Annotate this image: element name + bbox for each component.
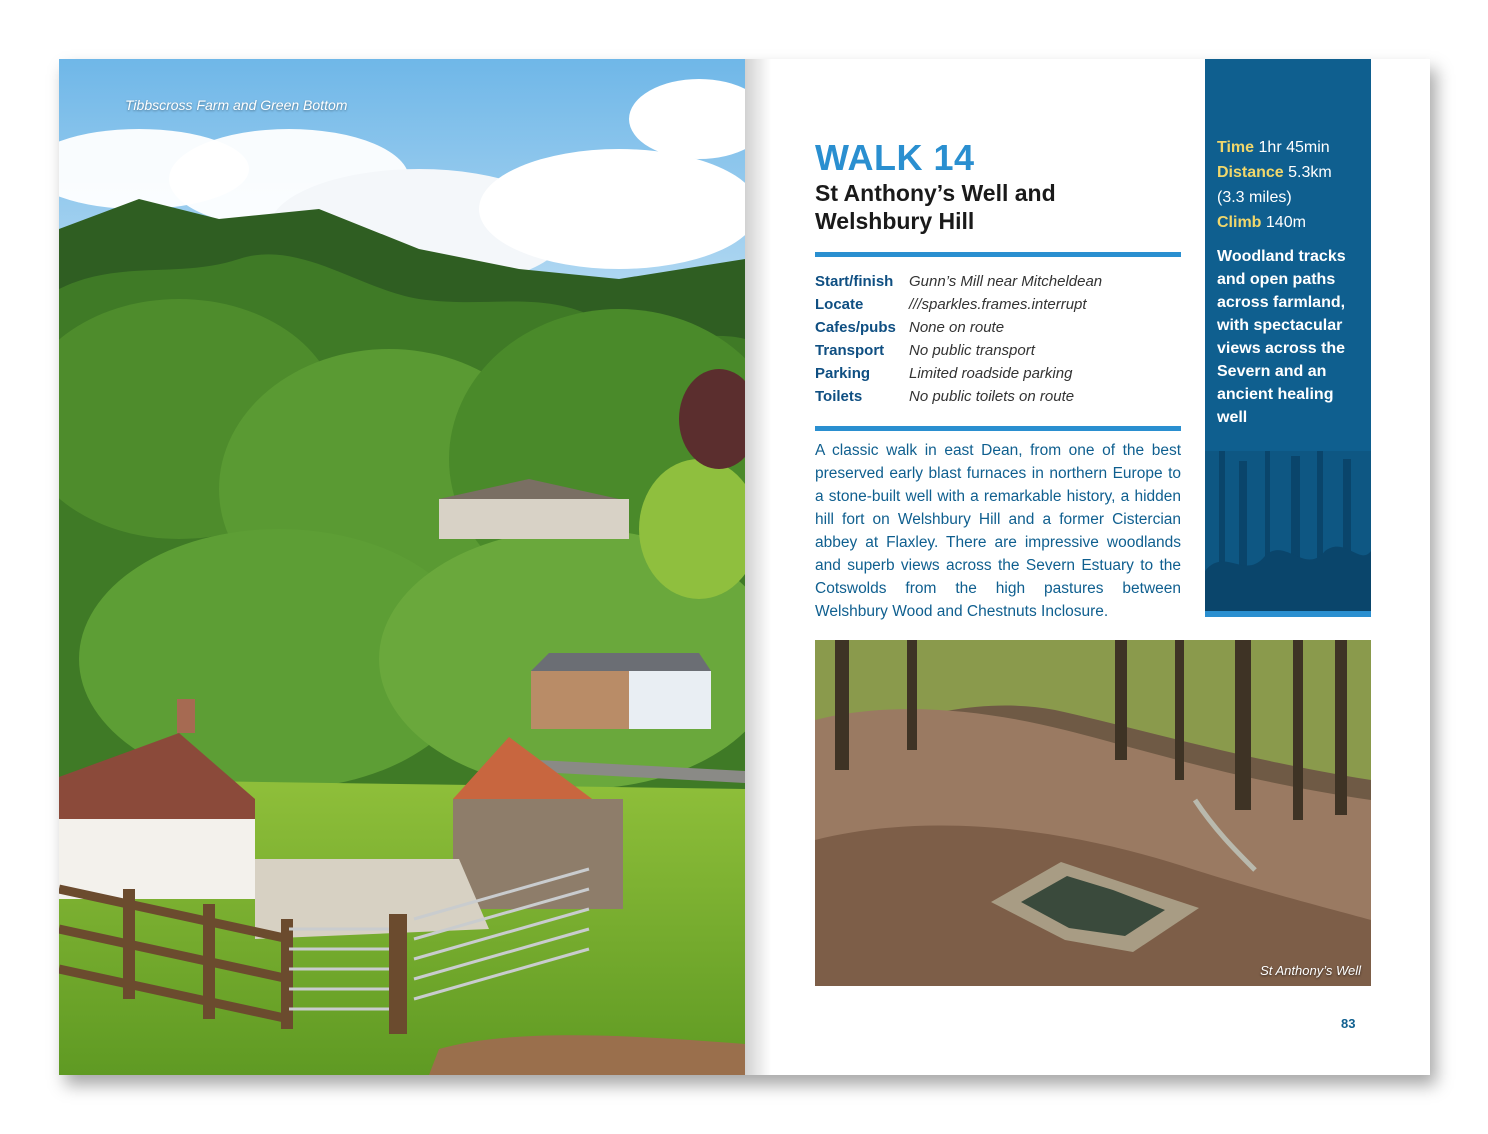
- sidebar-accent-line: [1205, 611, 1371, 617]
- right-page: [745, 59, 1430, 1075]
- info-table: [815, 273, 1181, 411]
- climb-label: Climb: [1217, 214, 1262, 231]
- info-row-toilets: [815, 388, 1181, 411]
- info-label: Start/finish: [815, 273, 894, 290]
- intro-paragraph: A classic walk in east Dean, from one of the best preserved early blast furnaces in northern Europe to a stone-built well with a remarkable history, a hidden hill fort on Welshbury Hill and a former Cistercian abbey at Flaxley. There are impressive woodlands and superb views across the Severn Estuary to the Cotswolds from the high pastures between Welshbury Wood and Chestnuts Inclosure.: [815, 442, 1181, 620]
- info-row-cafes-pubs: [815, 319, 1181, 342]
- info-row-parking: [815, 365, 1181, 388]
- info-value: None on route: [909, 319, 1005, 336]
- well-photo-caption: St Anthony’s Well: [1260, 963, 1361, 978]
- info-label: Cafes/pubs: [815, 319, 896, 336]
- left-page-photo: [59, 59, 745, 1075]
- info-label: Locate: [815, 296, 864, 313]
- time-stat: [1217, 135, 1363, 160]
- info-row-start-finish: [815, 273, 1181, 296]
- stats-sidebar: [1205, 59, 1371, 611]
- bottom-divider: [815, 426, 1181, 431]
- farm-landscape-photo: [59, 59, 745, 1075]
- book-spread: [59, 59, 1430, 1075]
- climb-stat: [1217, 210, 1363, 235]
- climb-value: 140m: [1265, 214, 1306, 231]
- info-value: Gunn’s Mill near Mitcheldean: [909, 273, 1103, 290]
- distance-value: 5.3km (3.3 miles): [1217, 164, 1332, 206]
- page-number: 83: [1341, 1016, 1356, 1031]
- walk-tagline: Woodland tracks and open paths across farmland, with spectacular views across the Severn and an ancient healing well: [1217, 248, 1346, 426]
- info-value: Limited roadside parking: [909, 365, 1073, 382]
- info-value: ///sparkles.frames.interrupt: [909, 296, 1087, 313]
- info-label: Parking: [815, 365, 871, 382]
- walk-title: WALK 14: [815, 137, 975, 178]
- time-label: Time: [1217, 139, 1255, 156]
- photo-caption: Tibbscross Farm and Green Bottom: [125, 97, 348, 113]
- info-value: No public transport: [909, 342, 1035, 359]
- forest-silhouette-icon: [1205, 451, 1371, 611]
- time-value: 1hr 45min: [1258, 139, 1330, 156]
- st-anthonys-well-photo: [815, 640, 1371, 986]
- walk-subtitle: St Anthony’s Well and Welshbury Hill: [815, 180, 1056, 234]
- info-label: Transport: [815, 342, 885, 359]
- distance-label: Distance: [1217, 164, 1284, 181]
- info-row-transport: [815, 342, 1181, 365]
- info-row-locate: [815, 296, 1181, 319]
- distance-stat: [1217, 160, 1363, 210]
- info-value: No public toilets on route: [909, 388, 1075, 405]
- top-divider: [815, 252, 1181, 257]
- well-photo: [815, 640, 1371, 986]
- walk-stats: [1217, 135, 1363, 235]
- info-label: Toilets: [815, 388, 863, 405]
